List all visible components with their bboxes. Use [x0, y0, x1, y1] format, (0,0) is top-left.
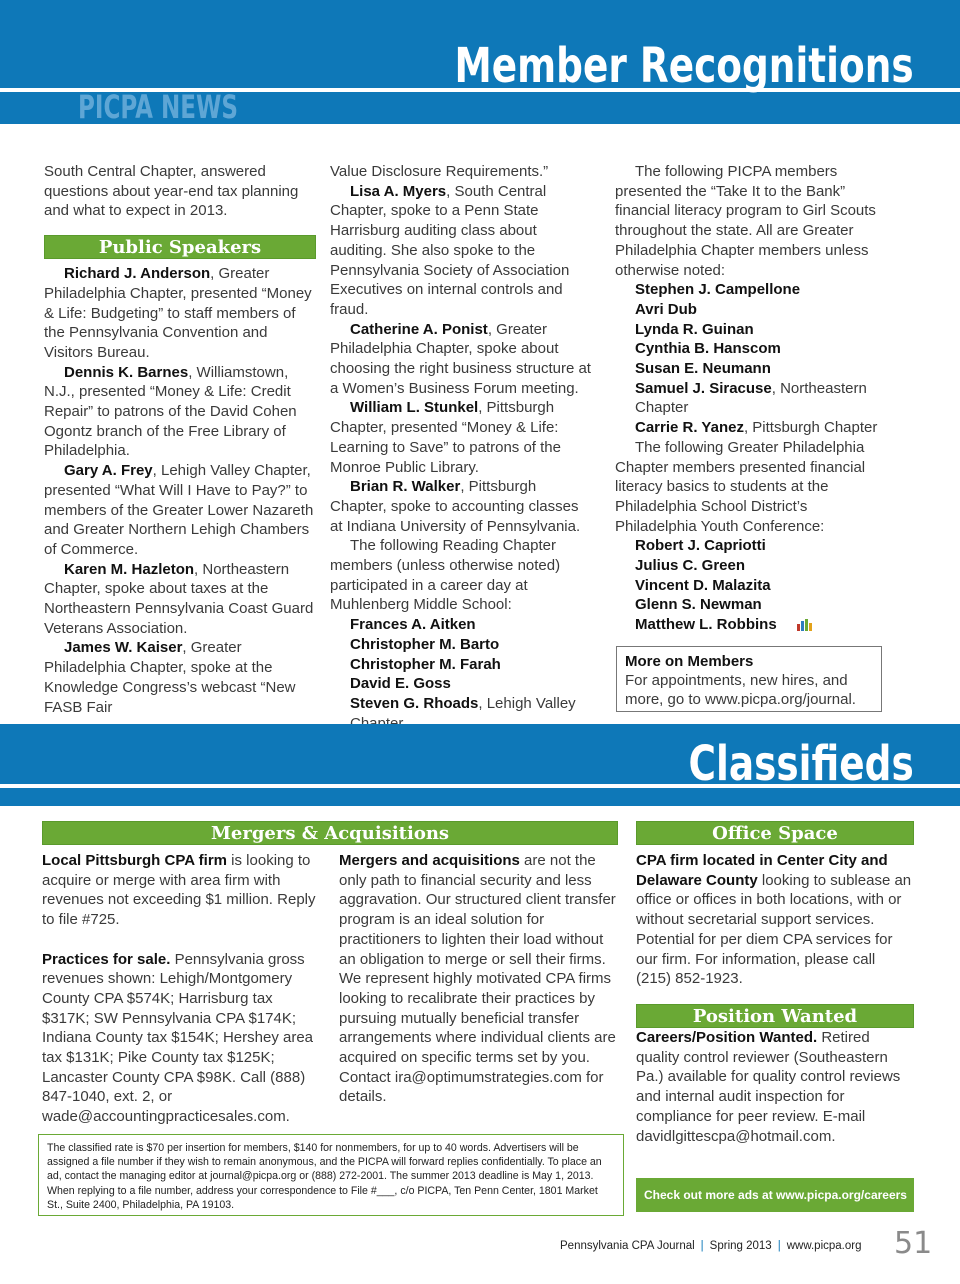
member-name: Carrie R. Yanez, Pittsburgh Chapter — [635, 419, 878, 437]
member-name: David E. Goss — [350, 675, 451, 693]
continued-text: Value Disclosure Requirements.” — [330, 163, 549, 180]
classifieds-title: Classifieds — [688, 736, 914, 792]
ad-pittsburgh: Local Pittsburgh CPA firm is looking to acquire or merge with area firm with revenues not exceeding $1 million. Reply to file #725. — [42, 852, 316, 929]
classifieds-column-1 — [42, 851, 320, 1127]
speaker-entry: Catherine A. Ponist, Greater Philadelphia Chapter, spoke about choosing the right business structure at a Women’s Business Forum meeting. — [330, 320, 591, 397]
speaker-entry: William L. Stunkel, Pittsburgh Chapter, presented “Money & Life: Learning to Save” to patrons of the Monroe Public Library. — [330, 399, 561, 476]
site-url: www.picpa.org — [786, 1240, 862, 1252]
column-3 — [615, 162, 887, 635]
page-title: Member Recognitions — [454, 38, 914, 94]
member-name: Glenn S. Newman — [635, 596, 762, 614]
member-name: Samuel J. Siracuse, Northeastern Chapter — [635, 379, 867, 417]
position-wanted-ad: Careers/Position Wanted. Retired quality control reviewer (Southeastern Pa.) available for quality control reviews and internal audit inspection for compliance for peer review. E-mail davidlgittescpa@hotmail.com. — [636, 1029, 901, 1145]
heading-mergers: Mergers & Acquisitions — [42, 821, 618, 845]
column-1 — [44, 162, 316, 717]
reading-intro: The following Reading Chapter members (unless otherwise noted) participated in a career day at Muhlenberg Middle School: — [330, 537, 561, 614]
more-on-members-box — [616, 646, 882, 712]
issue-date: Spring 2013 — [709, 1240, 772, 1252]
office-space-ad: CPA firm located in Center City and Delaware County looking to sublease an office or offices in both locations, with or without secretarial support services. Potential for per diem CPA services for our firm. For information, please call (215) 852-1923. — [636, 852, 912, 988]
speaker-entry: Dennis K. Barnes, Williamstown, N.J., presented “Money & Life: Credit Repair” to patrons of the David Cohen Ogontz branch of the Free Library of Philadelphia. — [44, 363, 297, 460]
member-name: Christopher M. Farah — [350, 655, 501, 673]
member-name: Robert J. Capriotti — [635, 537, 766, 555]
ad-mergers: Mergers and acquisitions are not the only path to financial security and less aggravation. Our structured client transfer program is an ideal solution for practitioners to lighten their load without an obligation to merge or sell their firms. We represent highly motivated CPA firms looking to recalibrate their practices by pursuing mutually beneficial transfer arrangements where individual clients are acquired on specific terms set by you. Contact ira@optimumstrategies.com for details. — [339, 852, 616, 1106]
member-name: Cynthia B. Hanscom — [635, 340, 781, 358]
ad-practices-for-sale: Practices for sale. Pennsylvania gross revenues shown: Lehigh/Montgomery County CPA $574K; Harrisburg tax $317K; SW Pennsylvania CPA $174K; Indiana County tax $154K; Hershey area tax $131K; Pike County tax $125K; Lancaster County CPA $98K. Call (888) 847-1040, ext. 2, or wade@accountingpracticesales.com. — [42, 950, 314, 1126]
speaker-entry: Richard J. Anderson, Greater Philadelphia Chapter, presented “Money & Life: Budgeting” to staff members of the Pennsylvania Convention and Visitors Bureau. — [44, 265, 312, 361]
careers-link-box[interactable]: Check out more ads at www.picpa.org/careers — [636, 1178, 914, 1212]
speaker-entry: Lisa A. Myers, South Central Chapter, spoke to a Penn State Harrisburg auditing class about auditing. She also spoke to the Pennsylvania Society of Association Executives on internal controls and fraud. — [330, 182, 570, 318]
callout-text: For appointments, new hires, and more, go to www.picpa.org/journal. — [625, 672, 856, 708]
classifieds-column-2 — [339, 851, 617, 1107]
member-name: Christopher M. Barto — [350, 635, 500, 653]
speaker-entry: James W. Kaiser, Greater Philadelphia Chapter, spoke at the Knowledge Congress’s webcast “New FASB Fair — [44, 639, 296, 716]
intro-text: South Central Chapter, answered questions about year-end tax planning and what to expect in 2013. — [44, 163, 299, 220]
speaker-entry: Brian R. Walker, Pittsburgh Chapter, spoke to accounting classes at Indiana University of Pennsylvania. — [330, 478, 581, 535]
bank-intro: The following PICPA members presented the “Take It to the Bank” financial literacy program to Girl Scouts throughout the state. All are Greater Philadelphia Chapter members unless otherwise noted: — [615, 163, 876, 279]
page-number: 51 — [894, 1226, 933, 1261]
column-2 — [330, 162, 592, 733]
heading-public-speakers: Public Speakers — [44, 235, 316, 259]
heading-position-wanted: Position Wanted — [636, 1004, 914, 1028]
page-footer — [560, 1240, 862, 1252]
classified-rate-notice: The classified rate is $70 per insertion for members, $140 for nonmembers, for up to 40 words. Advertisers will be assigned a file number if they wish to remain anonymous, and the PICPA will forward replies confidentially. To place an ad, contact the managing editor at journal@picpa.org or (888) 272-2001. The summer 2013 deadline is May 1, 2013. When replying to a file number, address your correspondence to File #___, c/o PICPA, Ten Penn Center, 1801 Market St., Suite 2400, Philadelphia, PA 19103. — [38, 1134, 624, 1216]
journal-name: Pennsylvania CPA Journal — [560, 1240, 695, 1252]
speaker-entry: Karen M. Hazleton, Northeastern Chapter, spoke about taxes at the Northeastern Pennsylvania Coast Guard Veterans Association. — [44, 560, 314, 637]
footer-separator: | — [777, 1240, 781, 1252]
callout-title: More on Members — [625, 653, 754, 670]
section-label: PICPA NEWS — [78, 88, 239, 126]
speaker-entry: Gary A. Frey, Lehigh Valley Chapter, presented “What Will I Have to Pay?” to members of the Greater Lower Nazareth and Greater Northern Lehigh Chambers of Commerce. — [44, 462, 314, 558]
member-name: Julius C. Green — [635, 557, 746, 575]
member-name: Frances A. Aitken — [350, 616, 476, 634]
footer-separator: | — [700, 1240, 704, 1252]
heading-office-space: Office Space — [636, 821, 914, 845]
member-name: Lynda R. Guinan — [635, 320, 754, 338]
member-name: Vincent D. Malazita — [635, 576, 771, 594]
member-name: Matthew L. Robbins — [615, 615, 887, 635]
end-mark-icon — [795, 618, 813, 632]
youth-intro: The following Greater Philadelphia Chapter members presented financial literacy basics to students at the Philadelphia School District’s Philadelphia Youth Conference: — [615, 438, 866, 535]
member-name: Avri Dub — [635, 300, 697, 318]
member-name: Stephen J. Campellone — [635, 281, 801, 299]
member-name: Susan E. Neumann — [635, 360, 771, 378]
member-name: Steven G. Rhoads, Lehigh Valley — [350, 694, 576, 712]
